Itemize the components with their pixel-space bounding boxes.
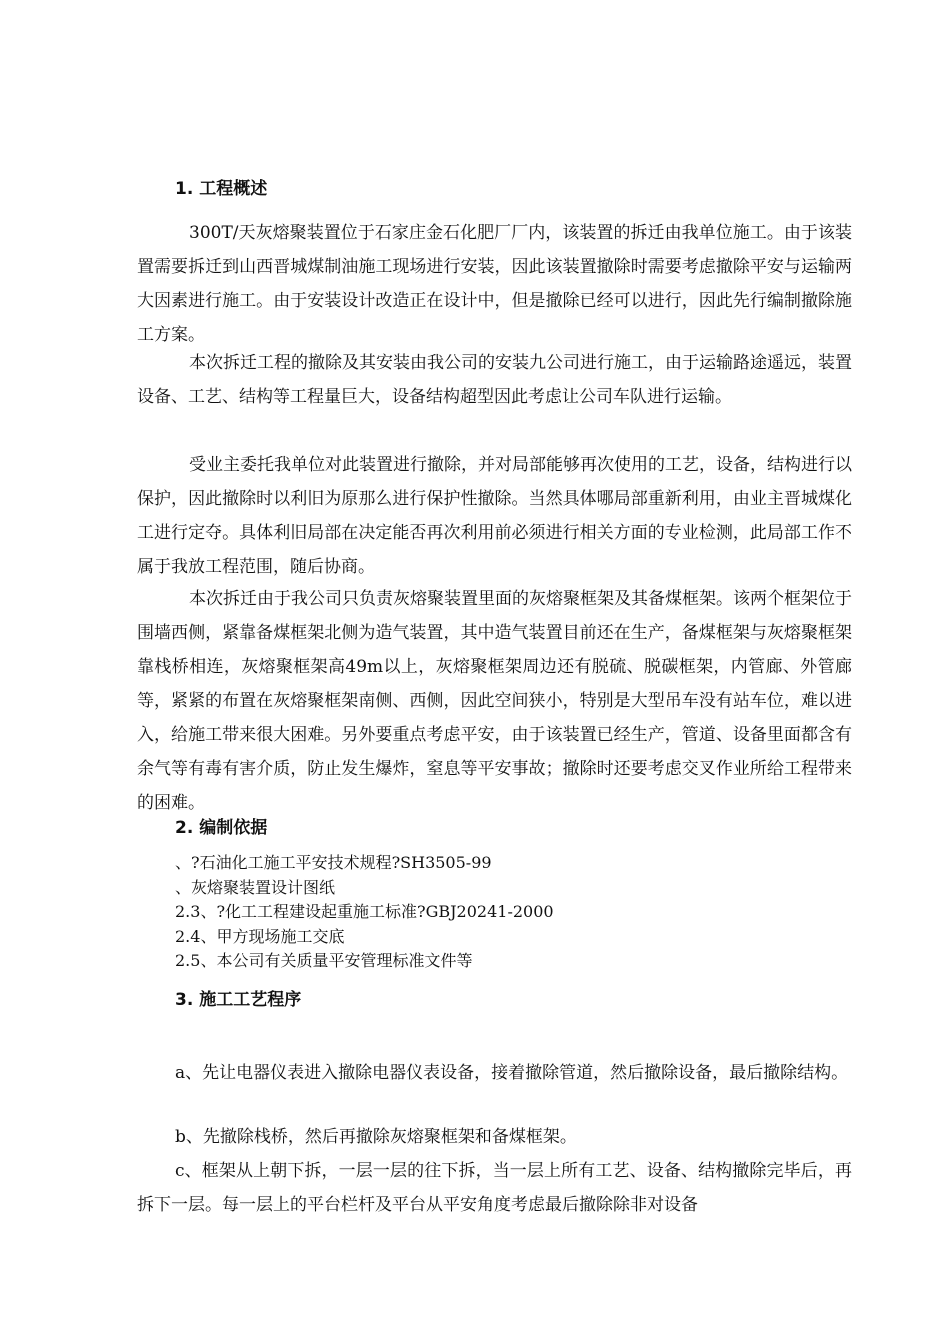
- paragraph: 300T/天灰熔聚装置位于石家庄金石化肥厂厂内，该装置的拆迁由我单位施工。由于该装置需要拆迁到山西晋城煤制油施工现场进行安装，因此该装置撤除时需要考虑撤除平安与运输两大因素进行施工。由于安装设计改造正在设计中，但是撤除已经可以进行，因此先行编制撤除施工方案。: [137, 223, 852, 345]
- list-item: 2.4、甲方现场施工交底: [175, 926, 345, 946]
- list-item: 、灰熔聚装置设计图纸: [175, 877, 336, 897]
- paragraph: c、框架从上朝下拆，一层一层的往下拆，当一层上所有工艺、设备、结构撤除完毕后，再拆下一层。每一层上的平台栏杆及平台从平安角度考虑最后撤除除非对设备: [137, 1161, 852, 1215]
- list-item: 2.5、本公司有关质量平安管理标准文件等: [175, 951, 473, 970]
- basis-list: [175, 851, 554, 974]
- section-heading-overview: 1. 工程概述: [175, 179, 268, 199]
- paragraph: 本次拆迁由于我公司只负责灰熔聚装置里面的灰熔聚框架及其备煤框架。该两个框架位于围墙西侧，紧靠备煤框架北侧为造气装置，其中造气装置目前还在生产，备煤框架与灰熔聚框架靠栈桥相连，灰熔聚框架高49m以上，灰熔聚框架周边还有脱硫、脱碳框架，内管廊、外管廊等，紧紧的布置在灰熔聚框架南侧、西侧，因此空间狭小，特别是大型吊车没有站车位，难以进入，给施工带来很大困难。另外要重点考虑平安，由于该装置已经生产，管道、设备里面都含有余气等有毒有害介质，防止发生爆炸，窒息等平安事故；撤除时还要考虑交叉作业所给工程带来的困难。: [137, 589, 852, 813]
- list-item: 2.3、?化工工程建设起重施工标准?GBJ20241-2000: [175, 902, 554, 921]
- paragraph: b、先撤除栈桥，然后再撤除灰熔聚框架和备煤框架。: [175, 1127, 577, 1147]
- section-heading-basis: 2. 编制依据: [175, 818, 268, 838]
- paragraph: 本次拆迁工程的撤除及其安装由我公司的安装九公司进行施工，由于运输路途遥远，装置设备、工艺、结构等工程量巨大，设备结构超型因此考虑让公司车队进行运输。: [137, 353, 852, 407]
- list-item: 、?石油化工施工平安技术规程?SH3505-99: [175, 853, 492, 872]
- paragraph: a、先让电器仪表进入撤除电器仪表设备，接着撤除管道，然后撤除设备，最后撤除结构。: [175, 1063, 849, 1083]
- section-heading-process: 3. 施工工艺程序: [175, 990, 302, 1010]
- paragraph: 受业主委托我单位对此装置进行撤除，并对局部能够再次使用的工艺，设备，结构进行以保护，因此撤除时以利旧为原那么进行保护性撤除。当然具体哪局部重新利用，由业主晋城煤化工进行定夺。具体利旧局部在决定能否再次利用前必须进行相关方面的专业检测，此局部工作不属于我放工程范围，随后协商。: [137, 455, 852, 577]
